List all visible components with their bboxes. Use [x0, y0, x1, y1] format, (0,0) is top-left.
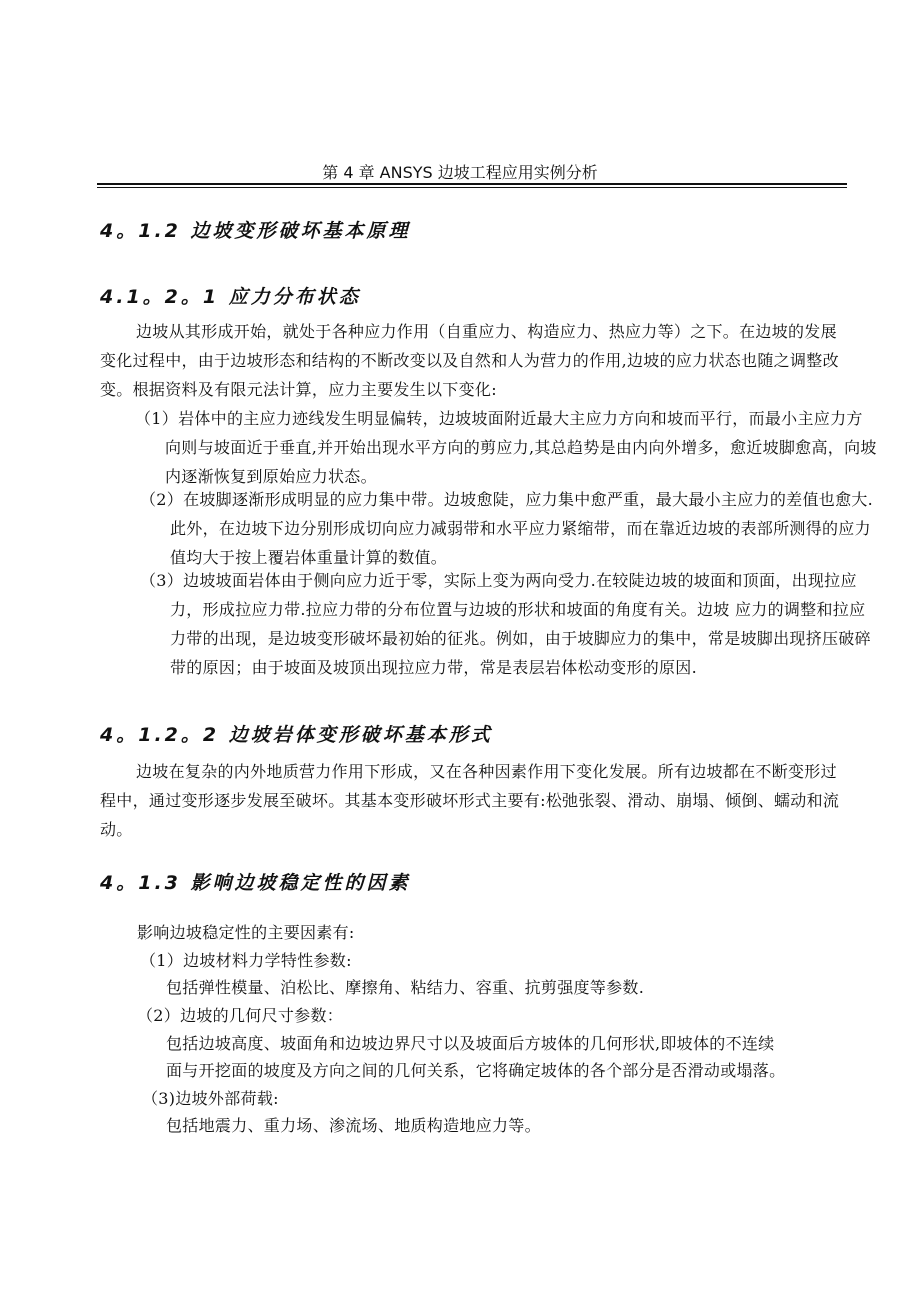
heading-4-1-2-2: 4。1.2。2 边坡岩体变形破坏基本形式 [100, 724, 493, 746]
heading-4-1-2-1: 4.1。2。1 应力分布状态 [100, 286, 361, 308]
heading-4-1-2: 4。1.2 边坡变形破坏基本原理 [100, 220, 411, 242]
stability-factors-intro: 影响边坡稳定性的主要因素有: [137, 923, 355, 942]
paragraph-deformation-forms: 边坡在复杂的内外地质营力作用下形成，又在各种因素作用下变化发展。所有边坡都在不断变形过程中，通过变形逐步发展至破坏。其基本变形破坏形式主要有:松弛张裂、滑动、崩塌、倾倒、蠕动和流动。 [100, 762, 840, 839]
list-item-stress-2: （2）在坡脚逐渐形成明显的应力集中带。边坡愈陡，应力集中愈严重，最大最小主应力的差值也愈大.此外，在边坡下边分别形成切向应力减弱带和水平应力紧缩带，而在靠近边坡的表部所测得的应力值均大于按上覆岩体重量计算的数值。 [140, 490, 874, 567]
factor-1-description: 包括弹性模量、泊松比、摩擦角、粘结力、容重、抗剪强度等参数. [166, 978, 645, 997]
page-header-title: 第 4 章 ANSYS 边坡工程应用实例分析 [322, 163, 598, 182]
paragraph-stress-intro: 边坡从其形成开始，就处于各种应力作用（自重应力、构造应力、热应力等）之下。在边坡的发展变化过程中，由于边坡形态和结构的不断改变以及自然和人为营力的作用,边坡的应力状态也随之调整改变。根据资料及有限元法计算，应力主要发生以下变化: [100, 322, 839, 399]
header-rule-thin [97, 187, 847, 188]
factor-2-description-line-2: 面与开挖面的坡度及方向之间的几何关系，它将确定坡体的各个部分是否滑动或塌落。 [166, 1061, 786, 1080]
header-rule [97, 183, 847, 185]
factor-2-label: （2）边坡的几何尺寸参数： [137, 1006, 344, 1025]
factor-3-description: 包括地震力、重力场、渗流场、地质构造地应力等。 [166, 1116, 541, 1135]
list-item-stress-1: （1）岩体中的主应力迹线发生明显偏转，边坡坡面附近最大主应力方向和坡而平行，而最小主应力方向则与坡面近于垂直,并开始出现水平方向的剪应力,其总趋势是由内向外增多，愈近坡脚愈高，向坡内逐渐恢复到原始应力状态。 [135, 409, 877, 486]
heading-4-1-3: 4。1.3 影响边坡稳定性的因素 [100, 872, 411, 894]
list-item-stress-3: （3）边坡坡面岩体由于侧向应力近于零，实际上变为两向受力.在较陡边坡的坡面和顶面，出现拉应力，形成拉应力带.拉应力带的分布位置与边坡的形状和坡面的角度有关。边坡 应力的调整和拉应力带的出现，是边坡变形破坏最初始的征兆。例如，由于坡脚应力的集中，常是坡脚出现挤压破碎带的原因；由于坡面及坡顶出现拉应力带，常是表层岩体松动变形的原因. [140, 571, 871, 677]
factor-3-label: （3)边坡外部荷载: [142, 1089, 279, 1108]
factor-2-description-line-1: 包括边坡高度、坡面角和边坡边界尺寸以及坡面后方坡体的几何形状,即坡体的不连续 [166, 1034, 775, 1053]
factor-1-label: （1）边坡材料力学特性参数: [140, 951, 352, 970]
